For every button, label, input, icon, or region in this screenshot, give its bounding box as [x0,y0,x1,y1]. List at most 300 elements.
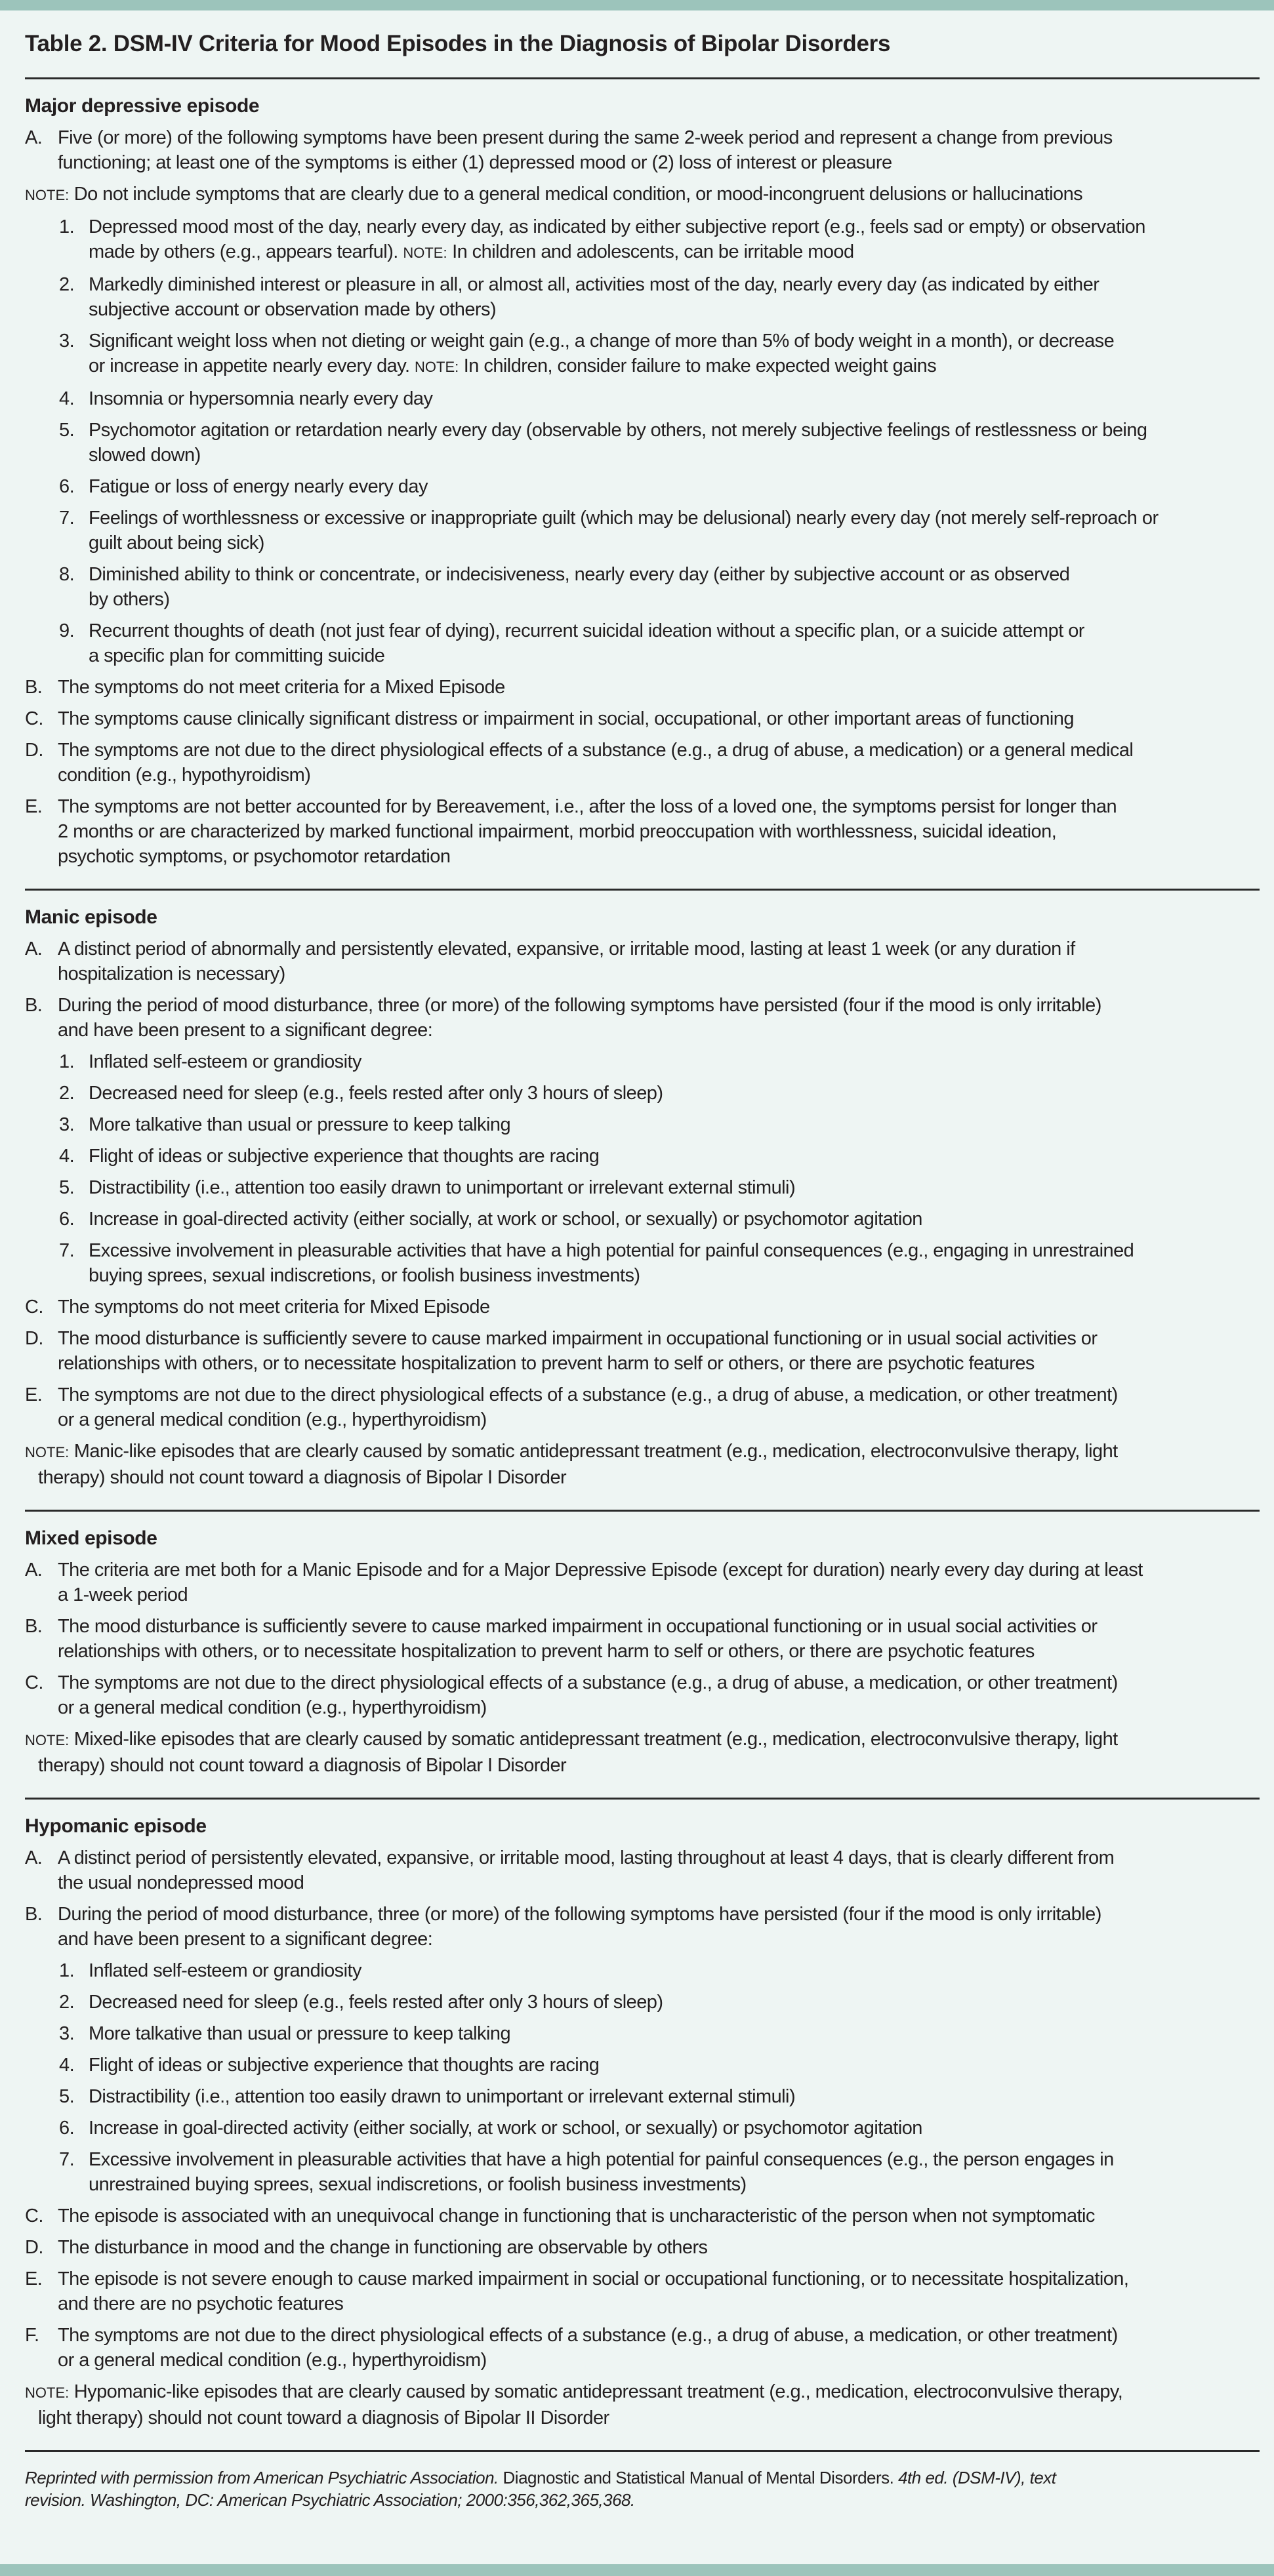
line-text: The criteria are met both for a Manic Episode and for a Major Depressive Episode (except for duration) nearly every day during at least [58,1560,1143,1580]
item-text [89,329,1260,380]
symptom-item [25,2053,1260,2078]
item-text-line [58,1326,1260,1351]
item-text-line [58,961,1260,986]
line-text: and have been present to a significant degree: [58,1020,433,1041]
symptom-item [25,506,1260,555]
item-text-line [58,2291,1260,2316]
item-text-line [58,936,1260,961]
item-text-line [58,738,1260,763]
section-manic-episode [25,891,1260,1510]
line-text: More talkative than usual or pressure to keep talking [89,2023,511,2044]
item-text-line [89,272,1260,297]
note-text: therapy) should not count toward a diagnosis of Bipolar I Disorder [38,1467,567,1488]
item-text-line [58,1351,1260,1376]
item-text [58,1558,1260,1607]
section-heading: Mixed episode [25,1527,157,1549]
item-text [89,1112,1260,1137]
line-text: A distinct period of abnormally and persistently elevated, expansive, or irritable mood, lasting at least 1 week (or any duration if [58,938,1075,959]
line-text: psychotic symptoms, or psychomotor retardation [58,846,451,867]
line-text: The symptoms are not due to the direct physiological effects of a substance (e.g., a drug of abuse, a medication) or a general medical [58,740,1134,761]
criterion-item [25,1670,1260,1720]
item-label: D. [25,1328,43,1349]
item-text-line [89,1049,1260,1074]
line-text: Recurrent thoughts of death (not just fear of dying), recurrent suicidal ideation without a specific plan, or a suicide attempt or [89,620,1084,641]
note-text: Do not include symptoms that are clearly due to a general medical condition, or mood-incongruent delusions or hallucinations [73,184,1083,205]
item-label: 4. [59,1146,75,1167]
section-heading: Major depressive episode [25,95,260,117]
line-text: The symptoms do not meet criteria for a Mixed Episode [58,677,505,698]
item-label: 4. [59,388,75,409]
symptom-item [25,618,1260,668]
symptom-item [25,1990,1260,2015]
criterion-item [25,2235,1260,2260]
item-text [58,738,1260,788]
criterion-item [25,2323,1260,2373]
note-line [25,1465,1260,1490]
item-text [89,418,1260,468]
item-text [89,474,1260,499]
item-label: A. [25,127,43,148]
table-document [25,10,1260,2511]
item-label: D. [25,740,43,761]
line-text: functioning; at least one of the symptoms is either (1) depressed mood or (2) loss of interest or pleasure [58,152,892,173]
item-text-line [58,1614,1260,1639]
item-text [58,2323,1260,2373]
line-text: Fatigue or loss of energy nearly every day [89,476,428,497]
item-text [89,2084,1260,2109]
criterion-item [25,706,1260,731]
symptom-item [25,386,1260,411]
line-text: During the period of mood disturbance, three (or more) of the following symptoms have persisted (four if the mood is only irritable) [58,1904,1101,1925]
item-label: B. [25,1904,43,1925]
line-text: unrestrained buying sprees, sexual indiscretions, or foolish business investments) [89,2174,747,2195]
line-text: the usual nondepressed mood [58,1872,304,1893]
symptom-item [25,1207,1260,1232]
symptom-item [25,562,1260,612]
item-label: 1. [59,216,75,237]
item-label: A. [25,1847,43,1868]
symptom-item [25,2147,1260,2197]
item-text [89,1990,1260,2015]
note-line [25,2379,1260,2405]
line-text: slowed down) [89,445,201,466]
line-text: Decreased need for sleep (e.g., feels rested after only 3 hours of sleep) [89,1083,663,1104]
item-text-line [58,675,1260,700]
item-text-line [89,2084,1260,2109]
item-text [89,272,1260,322]
citation-roman: Diagnostic and Statistical Manual of Mental Disorders. [498,2468,894,2487]
line-text: The mood disturbance is sufficiently severe to cause marked impairment in occupational functioning or in usual social activities or [58,1328,1098,1349]
line-text: A distinct period of persistently elevated, expansive, or irritable mood, lasting throughout at least 4 days, that is clearly different from [58,1847,1115,1868]
note-text: light therapy) should not count toward a diagnosis of Bipolar II Disorder [38,2407,609,2428]
line-text: Increase in goal-directed activity (either socially, at work or school, or sexually) or psychomotor agitation [89,1209,922,1230]
criterion-item [25,125,1260,175]
line-text: subjective account or observation made by others) [89,299,497,320]
criterion-item [25,1845,1260,1895]
line-text: or increase in appetite nearly every day. [89,355,410,376]
item-text-line [58,1870,1260,1895]
item-text-line [89,531,1260,555]
item-label: 3. [59,1114,75,1135]
note-line [25,2405,1260,2430]
symptom-item [25,1238,1260,1288]
item-text-line [58,1295,1260,1319]
item-text-line [58,1845,1260,1870]
symptom-item [25,474,1260,499]
top-accent-band [0,0,1274,10]
criterion-note [25,182,1260,208]
item-text-line [89,618,1260,643]
criterion-item [25,738,1260,788]
line-text: During the period of mood disturbance, three (or more) of the following symptoms have persisted (four if the mood is only irritable) [58,995,1101,1016]
item-label: 7. [59,508,75,529]
item-label: 1. [59,1051,75,1072]
item-text-line [89,443,1260,468]
item-text [58,794,1260,869]
symptom-item [25,1958,1260,1983]
item-label: D. [25,2237,43,2258]
item-text [89,2116,1260,2141]
line-text: made by others (e.g., appears tearful). [89,241,398,262]
item-text-line [89,1238,1260,1263]
section-heading: Manic episode [25,906,157,928]
item-text-line [89,562,1260,587]
item-text [89,2021,1260,2046]
item-text-line [89,1207,1260,1232]
item-text [58,993,1260,1043]
item-text-line [89,418,1260,443]
line-text: hospitalization is necessary) [58,963,285,984]
line-text: The symptoms are not better accounted for by Bereavement, i.e., after the loss of a loved one, the symptoms persist for longer than [58,796,1117,817]
item-text-line [89,2053,1260,2078]
note-text: therapy) should not count toward a diagnosis of Bipolar I Disorder [38,1755,567,1776]
item-label: 6. [59,1209,75,1230]
item-text [89,386,1260,411]
criterion-item [25,1558,1260,1607]
item-text-line [89,474,1260,499]
note-label: NOTE: [25,1732,70,1748]
note-label: NOTE: [403,245,447,261]
line-text: Depressed mood most of the day, nearly every day, as indicated by either subjective report (e.g., feels sad or empty) or observation [89,216,1145,237]
item-text [89,1207,1260,1232]
citation-italic-2: 4th ed. (DSM-IV), text [894,2468,1056,2487]
item-text [58,1902,1260,1952]
bottom-accent-band [0,2564,1274,2576]
symptom-item [25,1112,1260,1137]
line-text: The episode is not severe enough to cause marked impairment in social or occupational functioning, or to necessitate hospitalization, [58,2268,1129,2289]
item-text-line [89,1263,1260,1288]
item-label: A. [25,1560,43,1580]
item-text-line [58,2235,1260,2260]
item-text [58,2235,1260,2260]
criterion-item [25,675,1260,700]
item-text-line [58,1670,1260,1695]
note-label: NOTE: [25,2385,70,2401]
item-text [89,618,1260,668]
item-text-line [89,239,1260,266]
line-text: Significant weight loss when not dieting or weight gain (e.g., a change of more than 5% of body weight in a month), or decrease [89,331,1115,352]
item-label: 5. [59,2086,75,2107]
item-label: 2. [59,274,75,295]
symptom-item [25,214,1260,266]
note-label: NOTE: [415,359,459,375]
criterion-item [25,2266,1260,2316]
inline-note-text: In children and adolescents, can be irritable mood [452,241,854,262]
symptom-item [25,2116,1260,2141]
item-text [58,125,1260,175]
section-heading: Hypomanic episode [25,1815,207,1837]
section-note [25,1727,1260,1778]
line-text: Inflated self-esteem or grandiosity [89,1960,361,1981]
item-text-line [58,1407,1260,1432]
criterion-item [25,1326,1260,1376]
symptom-item [25,2084,1260,2109]
item-text [58,675,1260,700]
symptom-item [25,1049,1260,1074]
item-text-line [89,1175,1260,1200]
citation-line-2: revision. Washington, DC: American Psychiatric Association; 2000:356,362,365,368. [25,2490,635,2510]
item-label: 7. [59,2149,75,2170]
item-label: A. [25,938,43,959]
item-text-line [89,329,1260,353]
line-text: The symptoms do not meet criteria for Mixed Episode [58,1297,490,1318]
line-text: More talkative than usual or pressure to keep talking [89,1114,511,1135]
line-text: condition (e.g., hypothyroidism) [58,765,311,786]
citation-italic-1: Reprinted with permission from American Psychiatric Association. [25,2468,499,2487]
line-text: a 1-week period [58,1584,188,1605]
line-text: The disturbance in mood and the change in functioning are observable by others [58,2237,708,2258]
item-label: 4. [59,2055,75,2076]
item-text-line [58,1582,1260,1607]
note-line [25,1727,1260,1753]
item-text [58,2266,1260,2316]
item-text [58,1326,1260,1376]
item-text [89,1144,1260,1169]
item-text [89,1958,1260,1983]
note-text: Manic-like episodes that are clearly caused by somatic antidepressant treatment (e.g., medication, electroconvulsive therapy, light [73,1441,1118,1462]
item-text-line [58,706,1260,731]
item-text-line [89,1081,1260,1106]
section-note [25,2379,1260,2430]
line-text: Diminished ability to think or concentrate, or indecisiveness, nearly every day (either by subjective account or as observed [89,564,1070,585]
item-label: 3. [59,331,75,352]
item-text-line [58,1902,1260,1927]
line-text: by others) [89,589,170,610]
item-text-line [89,643,1260,668]
line-text: buying sprees, sexual indiscretions, or foolish business investments) [89,1265,640,1286]
item-label: B. [25,1616,43,1637]
item-text-line [58,1558,1260,1582]
section-hypomanic-episode [25,1800,1260,2450]
item-label: 7. [59,1240,75,1261]
item-text-line [89,1958,1260,1983]
item-text-line [89,1990,1260,2015]
item-text [89,562,1260,612]
footer-citation [25,2452,1260,2511]
inline-note-text: In children, consider failure to make expected weight gains [463,355,937,376]
item-text-line [58,1018,1260,1043]
line-text: Flight of ideas or subjective experience that thoughts are racing [89,2055,600,2076]
item-text [58,1670,1260,1720]
item-text [89,214,1260,266]
line-text: The symptoms cause clinically significant distress or impairment in social, occupational, or other important areas of functioning [58,708,1074,729]
line-text: Distractibility (i.e., attention too easily drawn to unimportant or irrelevant external stimuli) [89,1177,796,1198]
item-label: 5. [59,420,75,441]
symptom-item [25,1175,1260,1200]
item-text-line [89,353,1260,380]
item-label: F. [25,2325,39,2346]
criterion-item [25,1295,1260,1319]
item-text-line [58,844,1260,869]
line-text: and have been present to a significant degree: [58,1929,433,1950]
item-text [58,1295,1260,1319]
item-text-line [89,506,1260,531]
line-text: or a general medical condition (e.g., hyperthyroidism) [58,1697,487,1718]
item-text-line [89,2147,1260,2172]
item-text-line [89,2116,1260,2141]
line-text: Increase in goal-directed activity (either socially, at work or school, or sexually) or psychomotor agitation [89,2118,922,2139]
criterion-item [25,2204,1260,2228]
item-text-line [58,1927,1260,1952]
item-text-line [58,2323,1260,2348]
item-text-line [58,763,1260,788]
line-text: Decreased need for sleep (e.g., feels rested after only 3 hours of sleep) [89,1992,663,2013]
item-label: 5. [59,1177,75,1198]
line-text: The symptoms are not due to the direct physiological effects of a substance (e.g., a drug of abuse, a medication, or other treatment) [58,2325,1118,2346]
table-title: Table 2. DSM-IV Criteria for Mood Episodes in the Diagnosis of Bipolar Disorders [25,31,891,56]
item-label: E. [25,796,43,817]
line-text: Excessive involvement in pleasurable activities that have a high potential for painful consequences (e.g., engaging in unrestrained [89,1240,1134,1261]
line-text: Excessive involvement in pleasurable activities that have a high potential for painful consequences (e.g., the person engages in [89,2149,1114,2170]
line-text: 2 months or are characterized by marked functional impairment, morbid preoccupation with worthlessness, suicidal ideation, [58,821,1057,842]
note-text: Mixed-like episodes that are clearly caused by somatic antidepressant treatment (e.g., medication, electroconvulsive therapy, light [73,1729,1118,1750]
item-label: C. [25,708,43,729]
section-mixed-episode [25,1512,1260,1798]
item-text [89,2053,1260,2078]
item-label: 2. [59,1992,75,2013]
line-text: Insomnia or hypersomnia nearly every day [89,388,433,409]
item-text [58,1614,1260,1664]
line-text: and there are no psychotic features [58,2293,344,2314]
item-text [89,1175,1260,1200]
line-text: Psychomotor agitation or retardation nearly every day (observable by others, not merely subjective feelings of restlessness or being [89,420,1147,441]
item-label: C. [25,1672,43,1693]
item-text-line [89,386,1260,411]
item-text-line [89,214,1260,239]
line-text: The symptoms are not due to the direct physiological effects of a substance (e.g., a drug of abuse, a medication, or other treatment) [58,1672,1118,1693]
item-text-line [58,1382,1260,1407]
item-text-line [58,993,1260,1018]
item-label: 6. [59,2118,75,2139]
line-text: The episode is associated with an unequivocal change in functioning that is uncharacteristic of the person when not symptomatic [58,2205,1095,2226]
note-line [25,1753,1260,1778]
item-label: 3. [59,2023,75,2044]
item-text-line [89,587,1260,612]
item-label: 8. [59,564,75,585]
note-label: NOTE: [25,187,70,203]
item-text [89,1049,1260,1074]
item-text [58,706,1260,731]
item-text [58,936,1260,986]
item-label: 2. [59,1083,75,1104]
line-text: Markedly diminished interest or pleasure in all, or almost all, activities most of the day, nearly every day (as indicated by either [89,274,1099,295]
item-text-line [58,2348,1260,2373]
item-text-line [58,1695,1260,1720]
line-text: Feelings of worthlessness or excessive or inappropriate guilt (which may be delusional) nearly every day (not merely self-reproach or [89,508,1159,529]
item-label: 1. [59,1960,75,1981]
item-text-line [89,1144,1260,1169]
item-label: B. [25,677,43,698]
item-text-line [58,794,1260,819]
line-text: a specific plan for committing suicide [89,645,385,666]
item-text-line [58,2266,1260,2291]
symptom-item [25,1081,1260,1106]
symptom-item [25,1144,1260,1169]
criterion-item [25,1614,1260,1664]
item-label: E. [25,2268,43,2289]
symptom-item [25,418,1260,468]
item-text-line [58,125,1260,150]
criterion-item [25,936,1260,986]
line-text: relationships with others, or to necessitate hospitalization to prevent harm to self or others, or there are psychotic features [58,1353,1035,1374]
item-text [89,1081,1260,1106]
line-text: The symptoms are not due to the direct physiological effects of a substance (e.g., a drug of abuse, a medication, or other treatment) [58,1384,1118,1405]
item-label: 9. [59,620,75,641]
item-label: E. [25,1384,43,1405]
item-text-line [89,2172,1260,2197]
section-note [25,1439,1260,1490]
line-text: Distractibility (i.e., attention too easily drawn to unimportant or irrelevant external stimuli) [89,2086,796,2107]
note-line [25,182,1260,208]
symptom-item [25,2021,1260,2046]
criterion-item [25,993,1260,1043]
note-label: NOTE: [25,1444,70,1460]
item-text-line [58,150,1260,175]
item-text-line [89,2021,1260,2046]
line-text: Five (or more) of the following symptoms have been present during the same 2-week period and represent a change from previous [58,127,1113,148]
item-text-line [58,1639,1260,1664]
line-text: guilt about being sick) [89,533,264,553]
item-text-line [89,297,1260,322]
item-label: B. [25,995,43,1016]
line-text: Flight of ideas or subjective experience that thoughts are racing [89,1146,600,1167]
sections-container [25,79,1260,2452]
item-text [58,1382,1260,1432]
line-text: relationships with others, or to necessitate hospitalization to prevent harm to self or others, or there are psychotic features [58,1641,1035,1662]
section-major-depressive-episode [25,79,1260,889]
item-text [58,1845,1260,1895]
item-text [89,2147,1260,2197]
line-text: or a general medical condition (e.g., hyperthyroidism) [58,2350,487,2371]
symptom-item [25,272,1260,322]
symptom-item [25,329,1260,380]
item-text-line [89,1112,1260,1137]
line-text: Inflated self-esteem or grandiosity [89,1051,361,1072]
item-text [89,1238,1260,1288]
criterion-item [25,1902,1260,1952]
item-label: C. [25,1297,43,1318]
line-text: The mood disturbance is sufficiently severe to cause marked impairment in occupational functioning or in usual social activities or [58,1616,1098,1637]
item-label: C. [25,2205,43,2226]
item-text-line [58,2204,1260,2228]
criterion-item [25,1382,1260,1432]
item-text [89,506,1260,555]
note-text: Hypomanic-like episodes that are clearly caused by somatic antidepressant treatment (e.g., medication, electroconvulsive therapy, [73,2381,1123,2402]
line-text: or a general medical condition (e.g., hyperthyroidism) [58,1409,487,1430]
item-label: 6. [59,476,75,497]
item-text [58,2204,1260,2228]
note-line [25,1439,1260,1465]
